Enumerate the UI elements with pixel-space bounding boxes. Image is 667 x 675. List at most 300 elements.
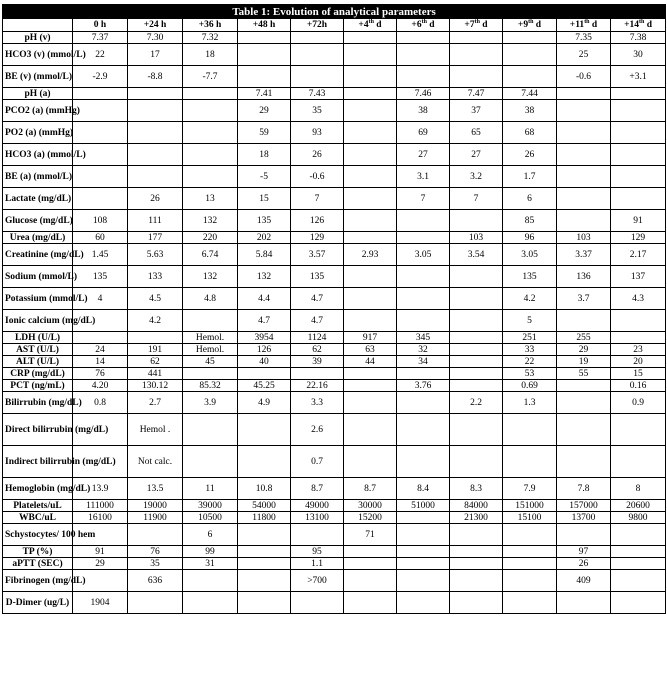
value-cell (397, 592, 450, 614)
value-cell: 69 (397, 122, 450, 144)
value-cell (344, 66, 397, 88)
row-label: Potassium (mmol/L) (3, 288, 73, 310)
value-cell: 11 (183, 478, 238, 500)
value-cell (128, 144, 183, 166)
value-cell: 18 (183, 44, 238, 66)
column-header-text: +6 (411, 20, 422, 30)
value-cell (73, 88, 128, 100)
value-cell: 55 (557, 368, 611, 380)
table-row (3, 32, 666, 44)
value-cell: 10500 (183, 512, 238, 524)
value-cell: 7.46 (397, 88, 450, 100)
value-cell: 91 (611, 210, 666, 232)
value-cell: -7.7 (183, 66, 238, 88)
value-cell: 0.8 (73, 392, 128, 414)
row-label: Fibrinogen (mg/dL) (3, 570, 73, 592)
value-cell (611, 332, 666, 344)
value-cell: 26 (557, 558, 611, 570)
value-cell (73, 332, 128, 344)
value-cell: 135 (238, 210, 291, 232)
corner-cell (3, 19, 73, 32)
value-cell: 1.7 (503, 166, 557, 188)
table-row (3, 232, 666, 244)
value-cell: 2.93 (344, 244, 397, 266)
column-header-sup: th (368, 18, 374, 25)
value-cell: 16100 (73, 512, 128, 524)
value-cell (503, 414, 557, 446)
value-cell (503, 558, 557, 570)
value-cell: 13.5 (128, 478, 183, 500)
value-cell (450, 570, 503, 592)
value-cell (450, 356, 503, 368)
table-row (3, 266, 666, 288)
column-header-sup: th (639, 18, 645, 25)
row-label: PCO2 (a) (mmHg) (3, 100, 73, 122)
table-row (3, 100, 666, 122)
value-cell: 33 (503, 344, 557, 356)
value-cell (611, 310, 666, 332)
value-cell: 91 (73, 546, 128, 558)
value-cell: 26 (291, 144, 344, 166)
column-header-suffix: d (644, 20, 653, 30)
row-label: ALT (U/L) (3, 356, 73, 368)
value-cell (611, 524, 666, 546)
value-cell: 9800 (611, 512, 666, 524)
value-cell (344, 310, 397, 332)
row-label: BE (a) (mmol/L) (3, 166, 73, 188)
value-cell: 7 (397, 188, 450, 210)
row-label: Sodium (mmol/L) (3, 266, 73, 288)
value-cell: 22 (73, 44, 128, 66)
value-cell (291, 592, 344, 614)
column-header-sup: th (528, 18, 534, 25)
value-cell (611, 88, 666, 100)
value-cell: 45.25 (238, 380, 291, 392)
value-cell (238, 570, 291, 592)
table-row (3, 392, 666, 414)
value-cell: 45 (183, 356, 238, 368)
value-cell (450, 414, 503, 446)
table-row (3, 558, 666, 570)
value-cell (557, 88, 611, 100)
value-cell: 191 (128, 344, 183, 356)
value-cell (183, 144, 238, 166)
value-cell: 2.17 (611, 244, 666, 266)
column-header-sup: th (421, 18, 427, 25)
value-cell (397, 44, 450, 66)
value-cell (344, 570, 397, 592)
value-cell (344, 122, 397, 144)
value-cell (183, 122, 238, 144)
value-cell (503, 546, 557, 558)
row-label: Urea (mg/dL) (3, 232, 73, 244)
value-cell: 177 (128, 232, 183, 244)
value-cell: 132 (238, 266, 291, 288)
value-cell: 4.4 (238, 288, 291, 310)
value-cell (344, 32, 397, 44)
value-cell (238, 524, 291, 546)
value-cell (397, 558, 450, 570)
row-label: BE (v) (mmol/L) (3, 66, 73, 88)
value-cell (344, 210, 397, 232)
value-cell: 15 (238, 188, 291, 210)
value-cell (557, 210, 611, 232)
value-cell: 135 (291, 266, 344, 288)
value-cell: 62 (291, 344, 344, 356)
value-cell (128, 524, 183, 546)
value-cell: 103 (450, 232, 503, 244)
value-cell: 30000 (344, 500, 397, 512)
column-header (450, 19, 503, 32)
value-cell (557, 166, 611, 188)
value-cell (397, 512, 450, 524)
row-label: pH (v) (3, 32, 73, 44)
value-cell (450, 380, 503, 392)
value-cell (128, 166, 183, 188)
value-cell (128, 122, 183, 144)
table-row (3, 524, 666, 546)
value-cell (611, 122, 666, 144)
value-cell (291, 32, 344, 44)
value-cell: 60 (73, 232, 128, 244)
row-label: AST (U/L) (3, 344, 73, 356)
table-row (3, 166, 666, 188)
value-cell: 13700 (557, 512, 611, 524)
table-wrapper (2, 4, 665, 614)
value-cell (557, 310, 611, 332)
value-cell: 76 (73, 368, 128, 380)
value-cell (397, 368, 450, 380)
value-cell (238, 558, 291, 570)
value-cell: 7.8 (557, 478, 611, 500)
value-cell: 6 (183, 524, 238, 546)
value-cell (611, 188, 666, 210)
value-cell: 4.7 (238, 310, 291, 332)
value-cell: 255 (557, 332, 611, 344)
value-cell: 4.3 (611, 288, 666, 310)
value-cell (183, 414, 238, 446)
value-cell (397, 288, 450, 310)
value-cell: 7 (291, 188, 344, 210)
value-cell (291, 524, 344, 546)
value-cell (183, 592, 238, 614)
value-cell: 7.41 (238, 88, 291, 100)
value-cell: 5.84 (238, 244, 291, 266)
value-cell (344, 392, 397, 414)
value-cell (557, 592, 611, 614)
value-cell: 8 (611, 478, 666, 500)
value-cell (238, 446, 291, 478)
value-cell (397, 446, 450, 478)
value-cell: 27 (397, 144, 450, 166)
value-cell (450, 44, 503, 66)
value-cell: 5.63 (128, 244, 183, 266)
value-cell: 3.9 (183, 392, 238, 414)
value-cell (397, 310, 450, 332)
value-cell: 7.43 (291, 88, 344, 100)
table-row (3, 44, 666, 66)
value-cell (611, 414, 666, 446)
value-cell: Hemol. (183, 344, 238, 356)
value-cell: 636 (128, 570, 183, 592)
value-cell: 137 (611, 266, 666, 288)
value-cell (450, 210, 503, 232)
value-cell: 0.7 (291, 446, 344, 478)
value-cell: -0.6 (557, 66, 611, 88)
value-cell (450, 546, 503, 558)
value-cell: 3.76 (397, 380, 450, 392)
row-label: CRP (mg/dL) (3, 368, 73, 380)
value-cell (344, 558, 397, 570)
row-label: D-Dimer (ug/L) (3, 592, 73, 614)
value-cell (344, 546, 397, 558)
table-row (3, 210, 666, 232)
table-row (3, 446, 666, 478)
row-label: Creatinine (mg/dL) (3, 244, 73, 266)
value-cell (238, 414, 291, 446)
value-cell (397, 570, 450, 592)
value-cell (557, 414, 611, 446)
value-cell: 29 (238, 100, 291, 122)
row-label: WBC/uL (3, 512, 73, 524)
value-cell (397, 210, 450, 232)
value-cell: 15100 (503, 512, 557, 524)
value-cell (397, 392, 450, 414)
value-cell: 4.7 (291, 288, 344, 310)
row-label: Bilirrubin (mg/dL) (3, 392, 73, 414)
value-cell (450, 558, 503, 570)
value-cell: Not calc. (128, 446, 183, 478)
value-cell (344, 380, 397, 392)
row-label: HCO3 (v) (mmol/L) (3, 44, 73, 66)
value-cell: 65 (450, 122, 503, 144)
table-row (3, 122, 666, 144)
value-cell (344, 144, 397, 166)
value-cell: 29 (557, 344, 611, 356)
value-cell: 20 (611, 356, 666, 368)
value-cell: 18 (238, 144, 291, 166)
value-cell: 38 (503, 100, 557, 122)
column-header-text: +7 (464, 20, 475, 30)
value-cell (503, 66, 557, 88)
value-cell: 99 (183, 546, 238, 558)
column-header-suffix: d (373, 20, 382, 30)
column-header (397, 19, 450, 32)
value-cell (557, 392, 611, 414)
value-cell: 130.12 (128, 380, 183, 392)
value-cell: 7.47 (450, 88, 503, 100)
table-row (3, 592, 666, 614)
column-header-sup: th (584, 18, 590, 25)
column-header-text: +48 h (252, 20, 276, 30)
value-cell (128, 592, 183, 614)
column-header (344, 19, 397, 32)
value-cell: Hemol. (183, 332, 238, 344)
value-cell: 409 (557, 570, 611, 592)
value-cell (397, 232, 450, 244)
value-cell: 26 (503, 144, 557, 166)
value-cell: 8.3 (450, 478, 503, 500)
value-cell: 1.1 (291, 558, 344, 570)
value-cell (557, 188, 611, 210)
table-row (3, 188, 666, 210)
value-cell (291, 66, 344, 88)
value-cell: 2.6 (291, 414, 344, 446)
value-cell (238, 546, 291, 558)
value-cell (450, 592, 503, 614)
value-cell: 25 (557, 44, 611, 66)
value-cell (344, 288, 397, 310)
value-cell (611, 144, 666, 166)
value-cell (344, 592, 397, 614)
value-cell: 251 (503, 332, 557, 344)
value-cell (450, 310, 503, 332)
value-cell: 39 (291, 356, 344, 368)
value-cell: 13100 (291, 512, 344, 524)
value-cell: 1124 (291, 332, 344, 344)
value-cell (238, 66, 291, 88)
value-cell: 21300 (450, 512, 503, 524)
value-cell (128, 100, 183, 122)
value-cell (73, 188, 128, 210)
value-cell: 132 (183, 210, 238, 232)
column-header (557, 19, 611, 32)
value-cell (183, 100, 238, 122)
value-cell: 3.2 (450, 166, 503, 188)
value-cell (183, 88, 238, 100)
value-cell: 8.7 (291, 478, 344, 500)
value-cell: 29 (73, 558, 128, 570)
value-cell (344, 166, 397, 188)
value-cell: 51000 (397, 500, 450, 512)
row-label: PCT (ng/mL) (3, 380, 73, 392)
value-cell: 441 (128, 368, 183, 380)
value-cell: 135 (73, 266, 128, 288)
value-cell: 108 (73, 210, 128, 232)
value-cell: 202 (238, 232, 291, 244)
value-cell: Hemol . (128, 414, 183, 446)
value-cell (503, 570, 557, 592)
value-cell: 22.16 (291, 380, 344, 392)
value-cell: 3.54 (450, 244, 503, 266)
value-cell: 85 (503, 210, 557, 232)
value-cell (73, 122, 128, 144)
column-header (503, 19, 557, 32)
table-row (3, 478, 666, 500)
table-body (3, 32, 666, 614)
value-cell: 133 (128, 266, 183, 288)
row-label: HCO3 (a) (mmol/L) (3, 144, 73, 166)
value-cell (344, 88, 397, 100)
value-cell: 7.32 (183, 32, 238, 44)
value-cell (128, 332, 183, 344)
value-cell (344, 100, 397, 122)
value-cell: 103 (557, 232, 611, 244)
value-cell (557, 122, 611, 144)
value-cell: 8.7 (344, 478, 397, 500)
value-cell (611, 592, 666, 614)
value-cell (557, 100, 611, 122)
value-cell (450, 66, 503, 88)
table-row (3, 66, 666, 88)
value-cell: 7.30 (128, 32, 183, 44)
value-cell (450, 344, 503, 356)
value-cell: 44 (344, 356, 397, 368)
value-cell (344, 368, 397, 380)
value-cell: 111000 (73, 500, 128, 512)
row-label: Glucose (mg/dL) (3, 210, 73, 232)
table-row (3, 546, 666, 558)
value-cell: 2.2 (450, 392, 503, 414)
value-cell (611, 570, 666, 592)
value-cell: 96 (503, 232, 557, 244)
value-cell (503, 524, 557, 546)
value-cell: 917 (344, 332, 397, 344)
table-row (3, 310, 666, 332)
value-cell (238, 592, 291, 614)
value-cell: 6.74 (183, 244, 238, 266)
table-row (3, 500, 666, 512)
column-header-text: +14 (624, 20, 639, 30)
column-header-text: +72h (306, 20, 328, 30)
value-cell: 85.32 (183, 380, 238, 392)
value-cell (450, 446, 503, 478)
value-cell: 7.44 (503, 88, 557, 100)
value-cell (397, 66, 450, 88)
value-cell: 136 (557, 266, 611, 288)
table-row (3, 512, 666, 524)
value-cell: 157000 (557, 500, 611, 512)
value-cell (344, 446, 397, 478)
value-cell: -2.9 (73, 66, 128, 88)
value-cell: 1904 (73, 592, 128, 614)
value-cell: 4.9 (238, 392, 291, 414)
column-header-suffix: d (426, 20, 435, 30)
value-cell: 19 (557, 356, 611, 368)
value-cell: 59 (238, 122, 291, 144)
table-title: Table 1: Evolution of analytical parameters (3, 5, 666, 19)
value-cell: 6 (503, 188, 557, 210)
row-label: Hemoglobin (mg/dL) (3, 478, 73, 500)
column-header (238, 19, 291, 32)
value-cell (344, 232, 397, 244)
value-cell: 345 (397, 332, 450, 344)
column-header-text: +9 (517, 20, 529, 30)
value-cell (183, 166, 238, 188)
value-cell: 15200 (344, 512, 397, 524)
value-cell: 4 (73, 288, 128, 310)
value-cell (503, 592, 557, 614)
row-label: Ionic calcium (mg/dL) (3, 310, 73, 332)
value-cell: 135 (503, 266, 557, 288)
value-cell (611, 546, 666, 558)
value-cell: 40 (238, 356, 291, 368)
column-header (291, 19, 344, 32)
value-cell: 126 (238, 344, 291, 356)
table-row (3, 356, 666, 368)
value-cell: >700 (291, 570, 344, 592)
column-header-row (3, 19, 666, 32)
row-label: Indirect bilirrubin (mg/dL) (3, 446, 73, 478)
value-cell (344, 44, 397, 66)
value-cell: 68 (503, 122, 557, 144)
value-cell: 4.2 (128, 310, 183, 332)
value-cell: 14 (73, 356, 128, 368)
table-row (3, 414, 666, 446)
column-header (73, 19, 128, 32)
row-label: Direct bilirrubin (mg/dL) (3, 414, 73, 446)
value-cell: 1.45 (73, 244, 128, 266)
